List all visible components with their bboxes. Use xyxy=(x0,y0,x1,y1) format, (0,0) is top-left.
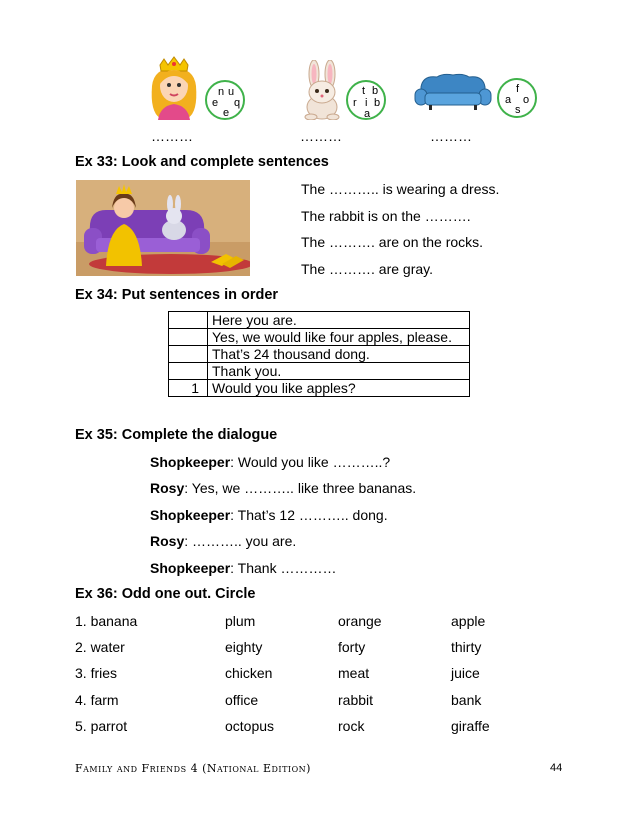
scramble-circle-2 xyxy=(346,80,386,120)
table-row xyxy=(169,363,470,380)
letter: b xyxy=(374,97,381,109)
answer-blank-1: ……… xyxy=(151,128,193,144)
scramble-circle-1 xyxy=(205,80,245,120)
word-option[interactable]: eighty xyxy=(225,639,263,655)
order-number-cell[interactable] xyxy=(169,346,208,363)
rabbit-picture xyxy=(299,60,345,120)
word-option[interactable]: 1. banana xyxy=(75,613,138,629)
word-option[interactable]: thirty xyxy=(451,639,482,655)
word-option[interactable]: office xyxy=(225,692,259,708)
ex33-sentence: The rabbit is on the ………. xyxy=(301,208,471,224)
speaker: Shopkeeper xyxy=(150,454,231,470)
line-text: : Thank ………… xyxy=(230,560,337,576)
sentence-cell: That’s 24 thousand dong. xyxy=(208,346,470,363)
word-option[interactable]: giraffe xyxy=(451,718,490,734)
ex33-sentence: The ………. are gray. xyxy=(301,261,434,277)
letter: f xyxy=(516,83,520,95)
ex33-sentence: The ……….. is wearing a dress. xyxy=(301,181,500,197)
word-option[interactable]: bank xyxy=(451,692,482,708)
table-row xyxy=(169,312,470,329)
speaker: Rosy xyxy=(150,480,185,496)
letter: s xyxy=(515,104,521,116)
letter: b xyxy=(372,85,379,97)
word-option[interactable]: 4. farm xyxy=(75,692,119,708)
word-option[interactable]: rock xyxy=(338,718,365,734)
footer-title: Family and Friends 4 (National Edition) xyxy=(75,762,311,775)
living-room-illustration xyxy=(76,180,250,276)
sofa-picture xyxy=(413,73,493,111)
speaker: Shopkeeper xyxy=(150,507,231,523)
answer-blank-2: ……… xyxy=(300,128,342,144)
word-option[interactable]: orange xyxy=(338,613,382,629)
sentence-cell: Here you are. xyxy=(208,312,470,329)
letter: e xyxy=(212,97,219,109)
word-option[interactable]: forty xyxy=(338,639,366,655)
word-option[interactable]: juice xyxy=(451,665,480,681)
table-row xyxy=(169,346,470,363)
word-option[interactable]: octopus xyxy=(225,718,275,734)
order-number-cell[interactable]: 1 xyxy=(169,380,208,397)
word-option[interactable]: 2. water xyxy=(75,639,125,655)
ex33-sentence: The ………. are on the rocks. xyxy=(301,234,484,250)
line-text: : That’s 12 ……….. dong. xyxy=(230,507,388,523)
answer-blank-3: ……… xyxy=(430,128,472,144)
sentence-cell: Would you like apples? xyxy=(208,380,470,397)
speaker: Rosy xyxy=(150,533,185,549)
letter: i xyxy=(365,97,368,109)
order-number-cell[interactable] xyxy=(169,329,208,346)
word-option[interactable]: apple xyxy=(451,613,486,629)
scramble-circle-3 xyxy=(497,78,537,118)
letter: q xyxy=(234,97,241,109)
ex35-title: Ex 35: Complete the dialogue xyxy=(75,427,278,443)
dialogue-line xyxy=(150,560,336,576)
order-number-cell[interactable] xyxy=(169,363,208,380)
letter: a xyxy=(505,94,512,106)
letter: e xyxy=(223,107,230,119)
table-row xyxy=(169,380,470,397)
word-option[interactable]: rabbit xyxy=(338,692,374,708)
letter: o xyxy=(523,94,530,106)
word-option[interactable]: 3. fries xyxy=(75,665,118,681)
dialogue-line xyxy=(150,507,388,523)
word-option[interactable]: 5. parrot xyxy=(75,718,128,734)
table-row xyxy=(169,329,470,346)
dialogue-line xyxy=(150,480,416,496)
line-text: : ……….. you are. xyxy=(184,533,297,549)
word-option[interactable]: chicken xyxy=(225,665,273,681)
letter: r xyxy=(353,97,357,109)
ex34-title: Ex 34: Put sentences in order xyxy=(75,287,279,303)
word-option[interactable]: meat xyxy=(338,665,370,681)
letter: a xyxy=(364,108,371,120)
dialogue-line xyxy=(150,533,296,549)
ex33-title: Ex 33: Look and complete sentences xyxy=(75,154,329,170)
line-text: : Would you like ………..? xyxy=(230,454,391,470)
letter: u xyxy=(228,86,235,98)
queen-picture xyxy=(146,56,202,120)
speaker: Shopkeeper xyxy=(150,560,231,576)
dialogue-line xyxy=(150,454,390,470)
line-text: : Yes, we ……….. like three bananas. xyxy=(184,480,417,496)
letter: t xyxy=(362,85,366,97)
letter: n xyxy=(218,86,225,98)
order-table xyxy=(168,311,470,397)
order-number-cell[interactable] xyxy=(169,312,208,329)
ex36-title: Ex 36: Odd one out. Circle xyxy=(75,586,256,602)
word-option[interactable]: plum xyxy=(225,613,256,629)
sentence-cell: Thank you. xyxy=(208,363,470,380)
sentence-cell: Yes, we would like four apples, please. xyxy=(208,329,470,346)
page-number: 44 xyxy=(550,762,563,774)
